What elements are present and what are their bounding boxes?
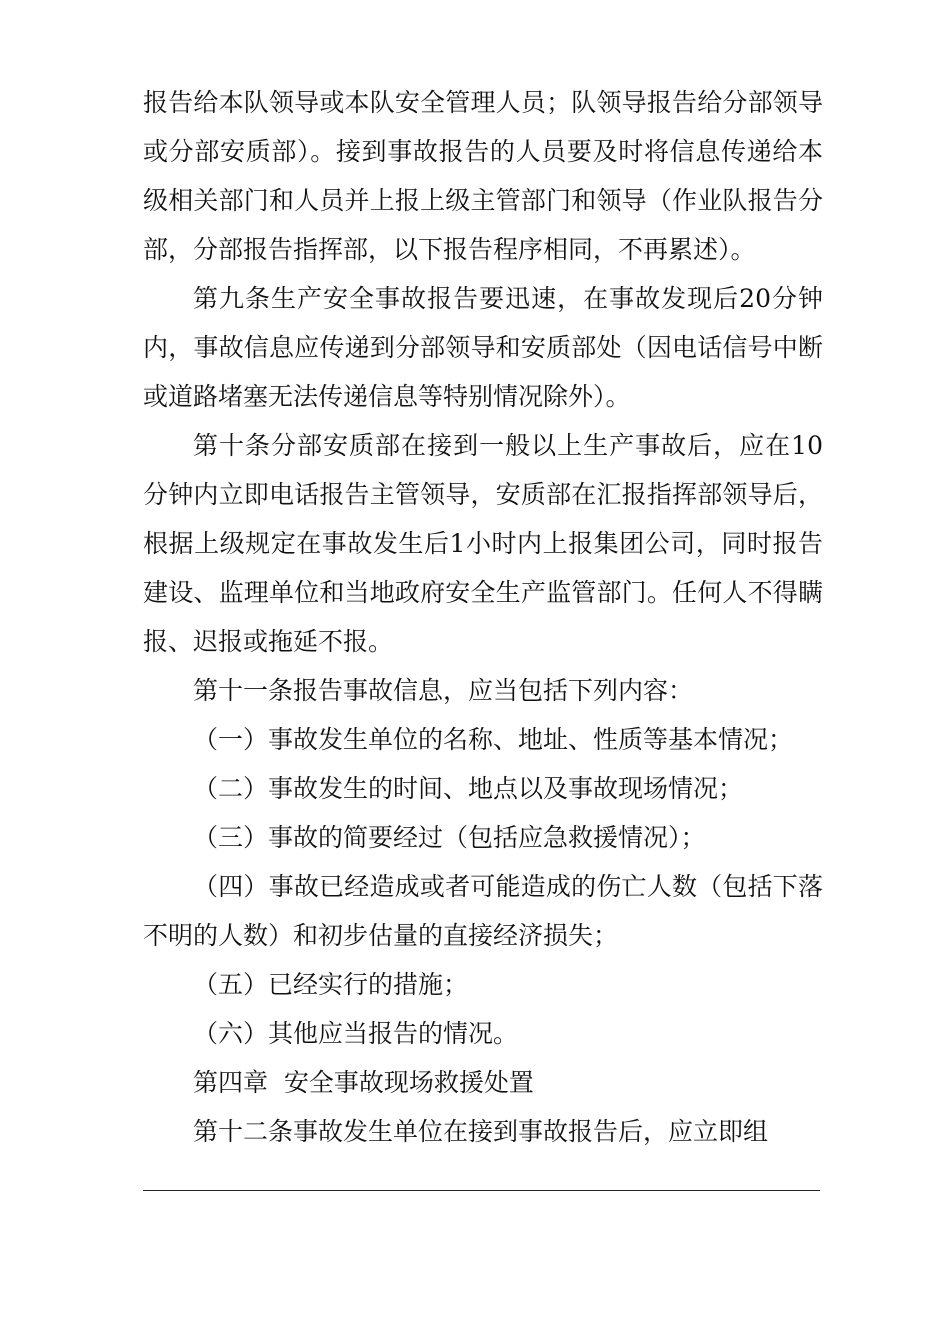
list-item-1: （一）事故发生单位的名称、地址、性质等基本情况； [193, 725, 794, 754]
paragraph-report-chain: 报告给本队领导或本队安全管理人员；队领导报告给分部领导或分部安质部）。接到事故报告的人员要及时将信息传递给本级相关部门和人员并上报上级主管部门和领导（作业队报告分部，分部报告指挥部，以下报告程序相同，不再累述）。 [143, 88, 823, 264]
list-item-2: （二）事故发生的时间、地点以及事故现场情况； [193, 774, 744, 803]
footer-divider [143, 1190, 820, 1191]
list-item-6: （六）其他应当报告的情况。 [193, 1019, 519, 1048]
list-item-3: （三）事故的简要经过（包括应急救援情况）； [193, 823, 706, 852]
paragraph-article-11: 第十一条报告事故信息，应当包括下列内容： [193, 676, 694, 705]
list-item-4: （四）事故已经造成或者可能造成的伤亡人数（包括下落不明的人数）和初步估量的直接经济损失； [143, 872, 823, 950]
paragraph-article-10: 第十条分部安质部在接到一般以上生产事故后，应在10分钟内立即电话报告主管领导，安质部在汇报指挥部领导后，根据上级规定在事故发生后1小时内上报集团公司，同时报告建设、监理单位和当地政府安全生产监管部门。任何人不得瞒报、迟报或拖延不报。 [143, 431, 823, 656]
paragraph-article-9: 第九条生产安全事故报告要迅速，在事故发现后20分钟内，事故信息应传递到分部领导和安质部处（因电话信号中断或道路堵塞无法传递信息等特别情况除外）。 [143, 284, 823, 411]
paragraph-article-12: 第十二条事故发生单位在接到事故报告后，应立即组 [193, 1117, 769, 1146]
document-body [143, 78, 823, 1156]
chapter-heading: 第四章 安全事故现场救援处置 [193, 1068, 534, 1097]
list-item-5: （五）已经实行的措施； [193, 970, 469, 999]
